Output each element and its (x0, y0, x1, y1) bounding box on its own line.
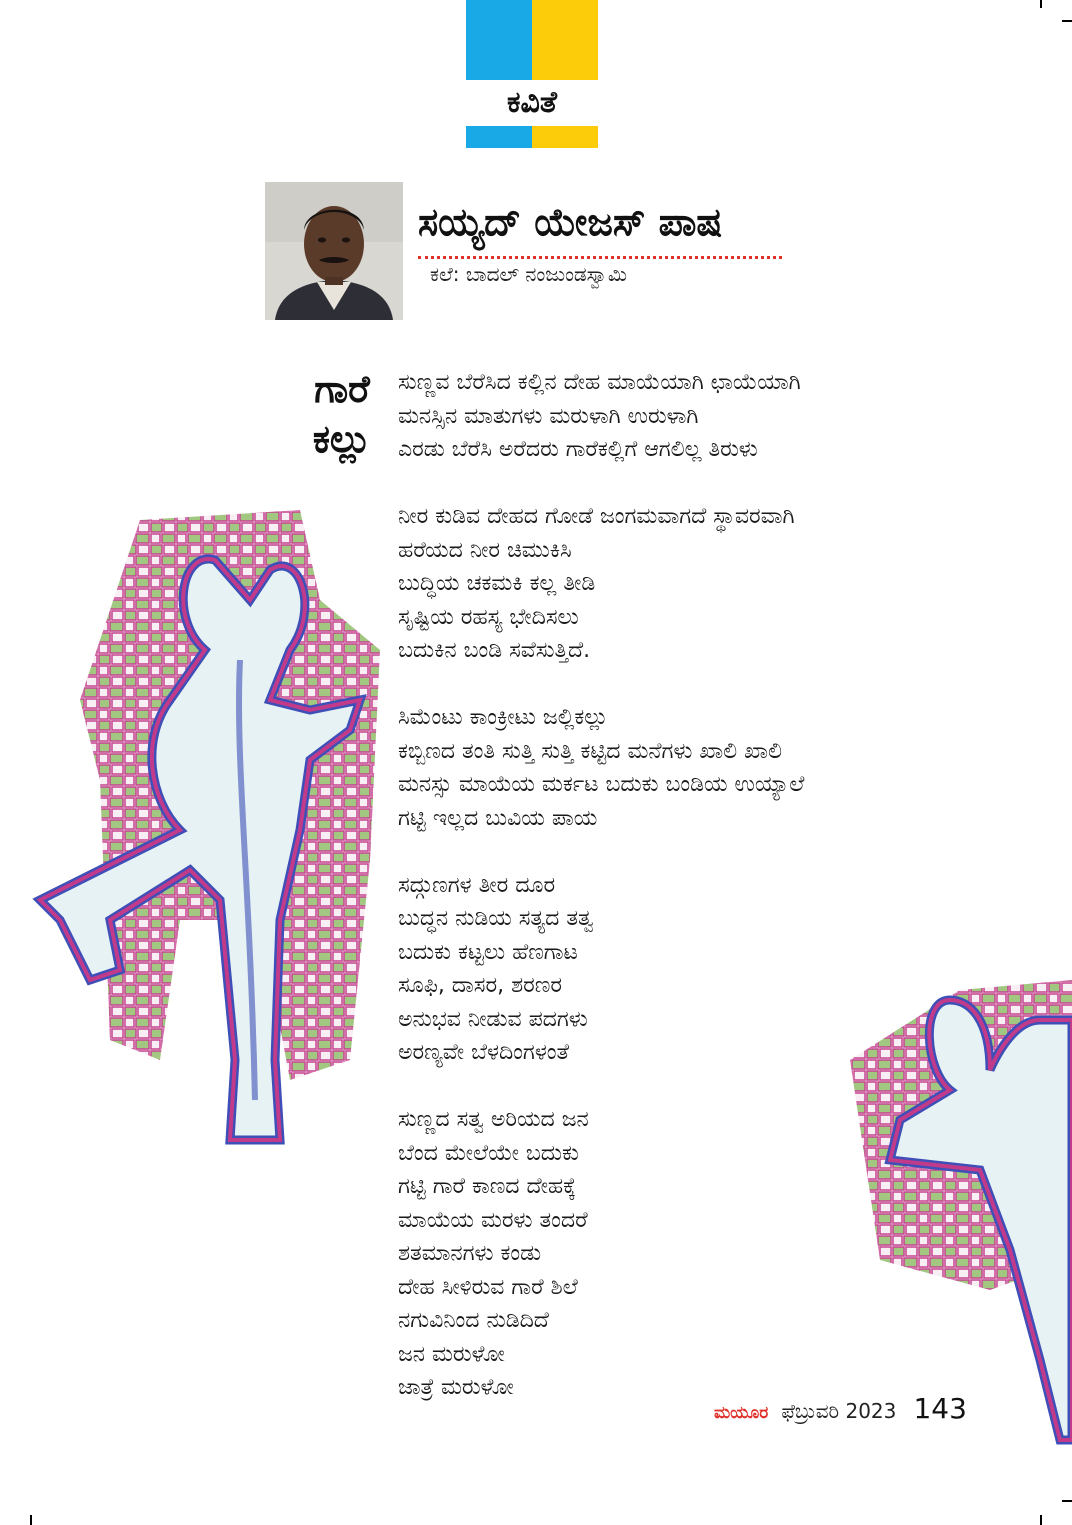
poem-body (398, 366, 998, 1438)
poem-line: ಸದ್ಗುಣಗಳ ತೀರ ದೂರ (398, 872, 556, 898)
crop-mark (1040, 0, 1042, 8)
poem-line: ಗಟ್ಟಿ ಇಲ್ಲದ ಬುವಿಯ ಪಾಯ (398, 805, 598, 831)
poem-line: ನೀರ ಕುಡಿವ ದೇಹದ ಗೋಡೆ ಜಂಗಮವಾಗದೆ ಸ್ಥಾವರವಾಗಿ (398, 504, 795, 529)
poem-line: ಬುದ್ಧನ ನುಡಿಯ ಸತ್ಯದ ತತ್ವ (398, 906, 594, 931)
poem-line: ಸೂಫಿ, ದಾಸರ, ಶರಣರ (398, 973, 563, 998)
crop-mark (30, 1515, 32, 1525)
poem-line: ಮನಸ್ಸಿನ ಮಾತುಗಳು ಮರುಳಾಗಿ ಉರುಳಾಗಿ (398, 403, 699, 429)
poem-line: ಮನಸ್ಸು ಮಾಯೆಯ ಮರ್ಕಟ ಬದುಕು ಬಂಡಿಯ ಉಯ್ಯಾಲೆ (398, 772, 805, 797)
section-color-block (532, 0, 598, 80)
poem-line: ಸುಣ್ಣವ ಬೆರೆಸಿದ ಕಲ್ಲಿನ ದೇಹ ಮಾಯೆಯಾಗಿ ಛಾಯೆಯಾಗಿ (398, 370, 801, 395)
author-name: ಸಯ್ಯದ್ ಯೇಜಸ್ ಪಾಷ (418, 200, 723, 244)
page-number: 143 (913, 1392, 967, 1425)
poem-line: ದೇಹ ಸೀಳಿರುವ ಗಾರೆ ಶಿಲೆ (398, 1274, 578, 1300)
poem-title-line: ಕಲ್ಲು (312, 417, 372, 461)
page-footer (714, 1392, 967, 1425)
poem-line: ಕಬ್ಬಿಣದ ತಂತಿ ಸುತ್ತಿ ಸುತ್ತಿ ಕಟ್ಟಿದ ಮನೆಗಳು ಖಾಲಿ ಖಾಲಿ (398, 738, 782, 764)
poem-line: ಸುಣ್ಣದ ಸತ್ವ ಅರಿಯದ ಜನ (398, 1107, 589, 1132)
poem-line: ಹರೆಯದ ನೀರ ಚಿಮುಕಿಸಿ (398, 537, 572, 563)
poem-line: ಬೆಂದ ಮೇಲೆಯೇ ಬದುಕು (398, 1140, 579, 1166)
poem-stanza (398, 1103, 998, 1405)
section-color-block (532, 126, 598, 148)
dotted-divider (418, 256, 782, 259)
poem-line: ಬದುಕಿನ ಬಂಡಿ ಸವೆಸುತ್ತಿದೆ. (398, 638, 591, 663)
poem-line: ಮಾಯೆಯ ಮರಳು ತಂದರೆ (398, 1207, 588, 1233)
magazine-logo: ಮಯೂರ (714, 1403, 769, 1423)
poem-stanza (398, 869, 998, 1070)
crop-mark (1062, 1500, 1072, 1502)
poem-line: ಸೃಷ್ಟಿಯ ರಹಸ್ಯ ಭೇದಿಸಲು (398, 604, 579, 630)
poem-stanza (398, 500, 998, 668)
poem-line: ಅರಣ್ಯವೇ ಬೆಳದಿಂಗಳಂತೆ (398, 1040, 570, 1065)
poem-line: ಜನ ಮರುಳೋ (398, 1341, 505, 1367)
section-color-block (466, 0, 532, 80)
author-photo (265, 182, 403, 320)
poem-line: ಗಟ್ಟಿ ಗಾರೆ ಕಾಣದ ದೇಹಕ್ಕೆ (398, 1174, 577, 1199)
poem-stanza (398, 366, 998, 467)
poem-line: ಎರಡು ಬೆರೆಸಿ ಅರೆದರು ಗಾರೆಕಲ್ಲಿಗೆ ಆಗಲಿಲ್ಲ ತಿರುಳು (398, 437, 758, 462)
crop-mark (1062, 20, 1072, 22)
poem-line: ಜಾತ್ರೆ ಮರುಳೋ (398, 1375, 514, 1400)
poem-title-line: ಗಾರೆ (314, 367, 370, 411)
poem-line: ನಗುವಿನಿಂದ ನುಡಿದಿದೆ (398, 1308, 549, 1333)
poem-line: ಬದುಕು ಕಟ್ಟಲು ಹೆಣಗಾಟ (398, 939, 578, 965)
issue-date: ಫೆಬ್ರುವರಿ 2023 (781, 1399, 897, 1423)
poem-line: ಸಿಮೆಂಟು ಕಾಂಕ್ರೀಟು ಜಲ್ಲಿಕಲ್ಲು (398, 705, 609, 730)
poem-stanza (398, 701, 998, 835)
section-label: ಕವಿತೆ (507, 85, 557, 120)
poem-line: ಬುದ್ಧಿಯ ಚಕಮಕಿ ಕಲ್ಲ ತೀಡಿ (398, 571, 596, 596)
poem-title (296, 364, 388, 464)
poem-line: ಅನುಭವ ನೀಡುವ ಪದಗಳು (398, 1006, 588, 1032)
section-color-block (466, 126, 532, 148)
crop-mark (1040, 1515, 1042, 1525)
illustration-figure (20, 500, 390, 1150)
art-credit: ಕಲೆ: ಬಾದಲ್ ನಂಜುಂಡಸ್ವಾಮಿ (430, 262, 628, 286)
poem-line: ಶತಮಾನಗಳು ಕಂಡು (398, 1241, 542, 1266)
